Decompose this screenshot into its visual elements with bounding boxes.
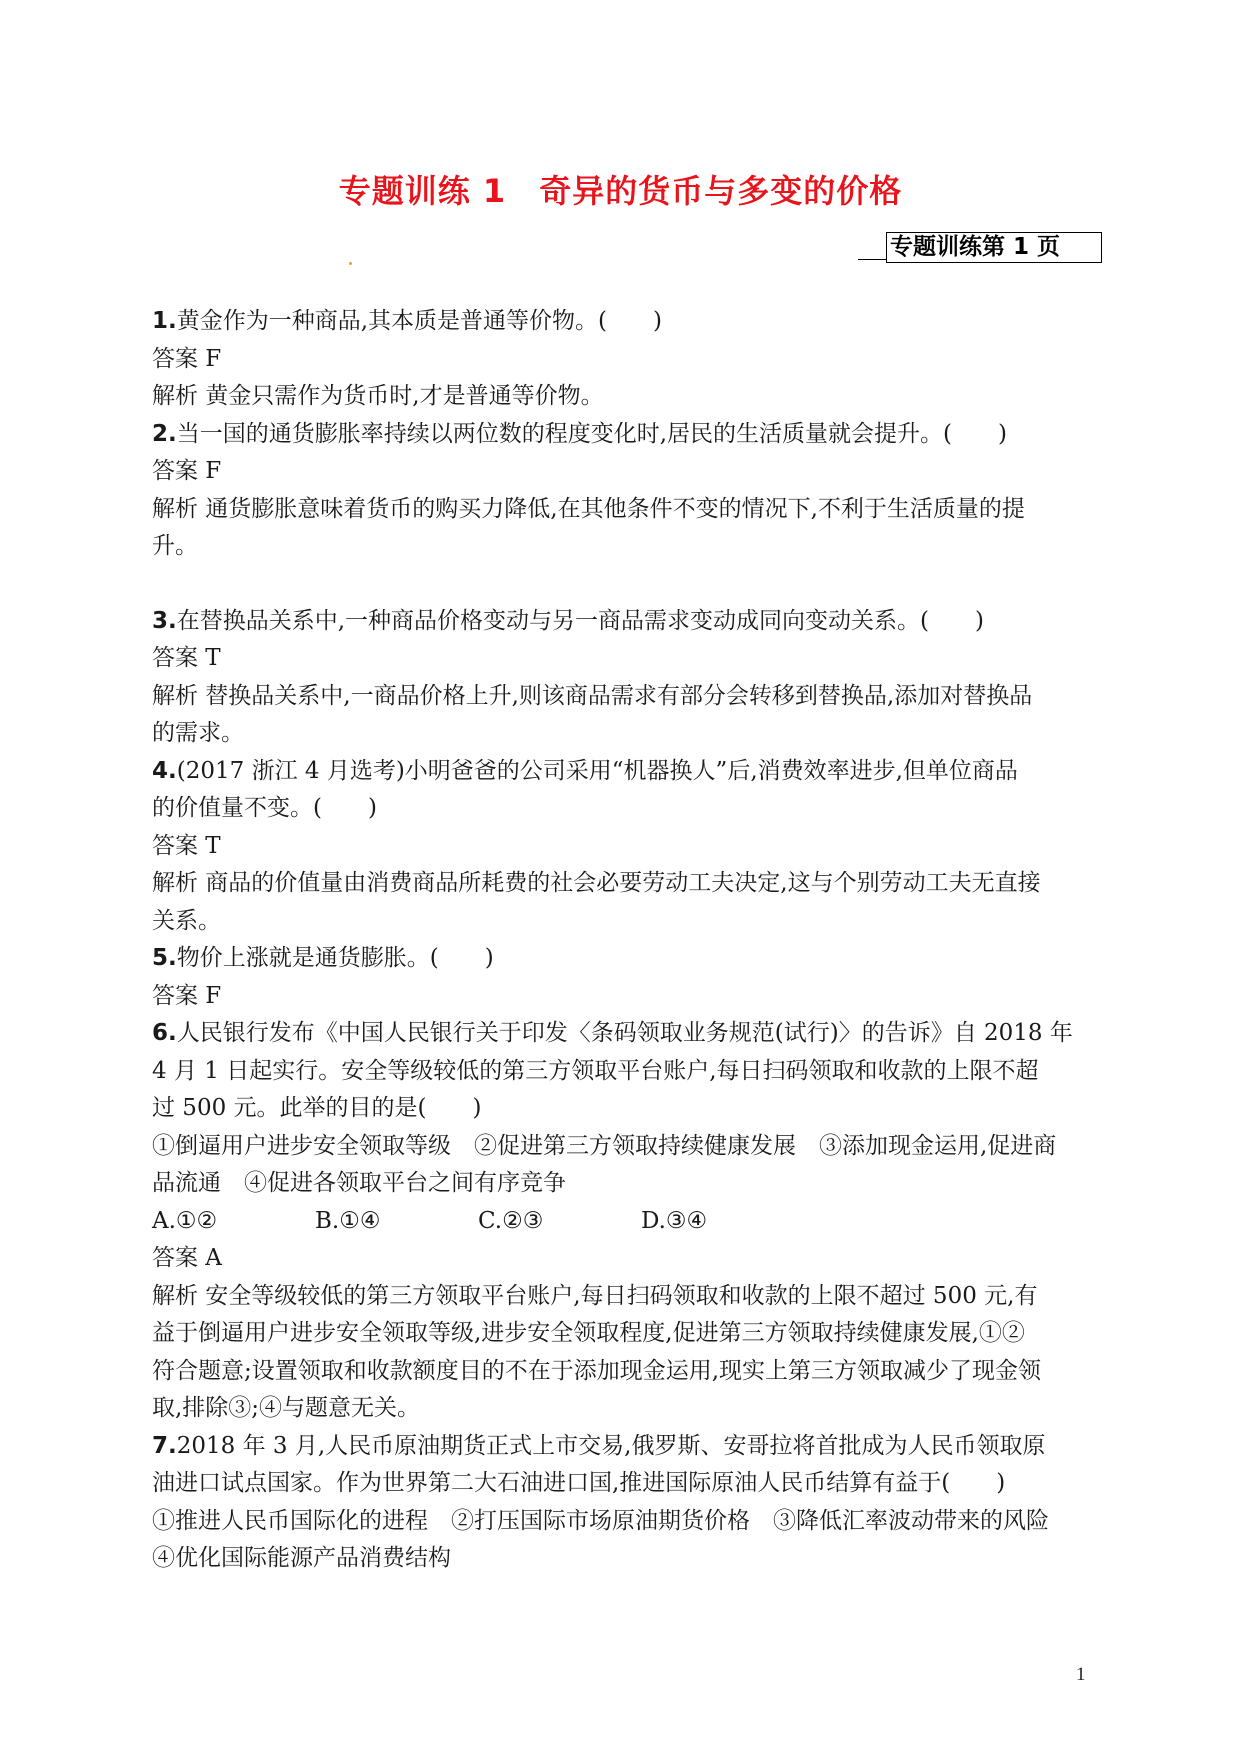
question-text: 人民银行发布《中国人民银行关于印发〈条码领取业务规范(试行)〉的告诉》自 2018 年 [176, 1020, 1073, 1046]
page-label: 专题训练第 1 页 [886, 232, 1102, 263]
question-3 [152, 603, 1107, 641]
analysis-6-line-3: 符合题意;设置领取和收款额度目的不在于添加现金运用,现实上第三方领取减少了现金领 [152, 1357, 1042, 1384]
question-6-items-2: 品流通 ④促进各领取平台之间有序竞争 [152, 1170, 566, 1196]
page-title: 专题训练 1 奇异的货币与多变的价格 [338, 172, 903, 210]
answer-3: 答案 T [152, 645, 221, 671]
answer-5: 答案 F [152, 982, 222, 1009]
question-text: (2017 浙江 4 月选考)小明爸爸的公司采用“机器换人”后,消费效率进步,但单位商品 [176, 757, 1018, 784]
analysis-1: 解析 黄金只需作为货币时,才是普通等价物。 [152, 383, 604, 409]
question-2 [152, 416, 1107, 454]
answer-1: 答案 F [152, 345, 222, 372]
question-text: 2018 年 3 月,人民币原油期货正式上市交易,俄罗斯、安哥拉将首批成为人民币领取原 [176, 1432, 1046, 1459]
spacer [152, 566, 1107, 603]
question-number: 2. [152, 420, 177, 447]
question-number: 4. [152, 757, 177, 784]
choice-options [152, 1203, 1107, 1241]
question-7-items-2: ④优化国际能源产品消费结构 [152, 1545, 451, 1571]
question-list [152, 303, 1107, 1578]
option-a: A.①② [152, 1207, 218, 1234]
speck-mark [349, 262, 352, 265]
analysis-3-line-1: 解析 替换品关系中,一商品价格上升,则该商品需求有部分会转移到替换品,添加对替换品 [152, 682, 1033, 709]
question-number: 5. [152, 945, 177, 971]
page-label-box [858, 230, 1102, 264]
question-text: 物价上涨就是通货膨胀。( ) [176, 945, 494, 971]
question-6 [152, 1015, 1107, 1053]
question-text: 当一国的通货膨胀率持续以两位数的程度变化时,居民的生活质量就会提升。( ) [176, 420, 1008, 447]
analysis-3-line-2: 的需求。 [152, 720, 244, 746]
question-7 [152, 1428, 1107, 1466]
question-number: 3. [152, 607, 177, 634]
question-1 [152, 303, 1107, 341]
question-6-line-2: 4 月 1 日起实行。安全等级较低的第三方领取平台账户,每日扫码领取和收款的上限不超 [152, 1057, 1039, 1084]
answer-4: 答案 T [152, 832, 221, 859]
question-4-line-2: 的价值量不变。( ) [152, 795, 377, 821]
analysis-6-line-2: 益于倒逼用户进步安全领取等级,进步安全领取程度,促进第三方领取持续健康发展,①② [152, 1320, 1025, 1346]
analysis-2-line-2: 升。 [152, 533, 198, 559]
question-6-items-1: ①倒逼用户进步安全领取等级 ②促进第三方领取持续健康发展 ③添加现金运用,促进商 [152, 1132, 1057, 1159]
analysis-4-line-2: 关系。 [152, 907, 221, 934]
question-number: 7. [152, 1432, 177, 1459]
question-7-line-2: 油进口试点国家。作为世界第二大石油进口国,推进国际原油人民币结算有益于( ) [152, 1470, 1006, 1496]
answer-6: 答案 A [152, 1245, 222, 1271]
analysis-6-line-1: 解析 安全等级较低的第三方领取平台账户,每日扫码领取和收款的上限不超过 500 元,有 [152, 1282, 1038, 1309]
question-number: 1. [152, 308, 177, 334]
page-number: 1 [1076, 1664, 1086, 1685]
analysis-2-line-1: 解析 通货膨胀意味着货币的购买力降低,在其他条件不变的情况下,不利于生活质量的提 [152, 495, 1025, 522]
question-7-items-1: ①推进人民币国际化的进程 ②打压国际市场原油期货价格 ③降低汇率波动带来的风险 [152, 1507, 1049, 1534]
option-c: C.②③ [478, 1207, 544, 1234]
question-number: 6. [152, 1020, 177, 1046]
analysis-6-line-4: 取,排除③;④与题意无关。 [152, 1395, 421, 1421]
analysis-4-line-1: 解析 商品的价值量由消费商品所耗费的社会必要劳动工夫决定,这与个别劳动工夫无直接 [152, 870, 1041, 896]
option-d: D.③④ [641, 1207, 708, 1234]
page-label-underline [858, 259, 886, 260]
question-5 [152, 940, 1107, 978]
question-text: 在替换品关系中,一种商品价格变动与另一商品需求变动成同向变动关系。( ) [176, 607, 985, 634]
question-6-line-3: 过 500 元。此举的目的是( ) [152, 1095, 482, 1121]
question-4 [152, 753, 1107, 791]
question-text: 黄金作为一种商品,其本质是普通等价物。( ) [176, 308, 663, 334]
answer-2: 答案 F [152, 458, 222, 484]
option-b: B.①④ [315, 1207, 381, 1234]
